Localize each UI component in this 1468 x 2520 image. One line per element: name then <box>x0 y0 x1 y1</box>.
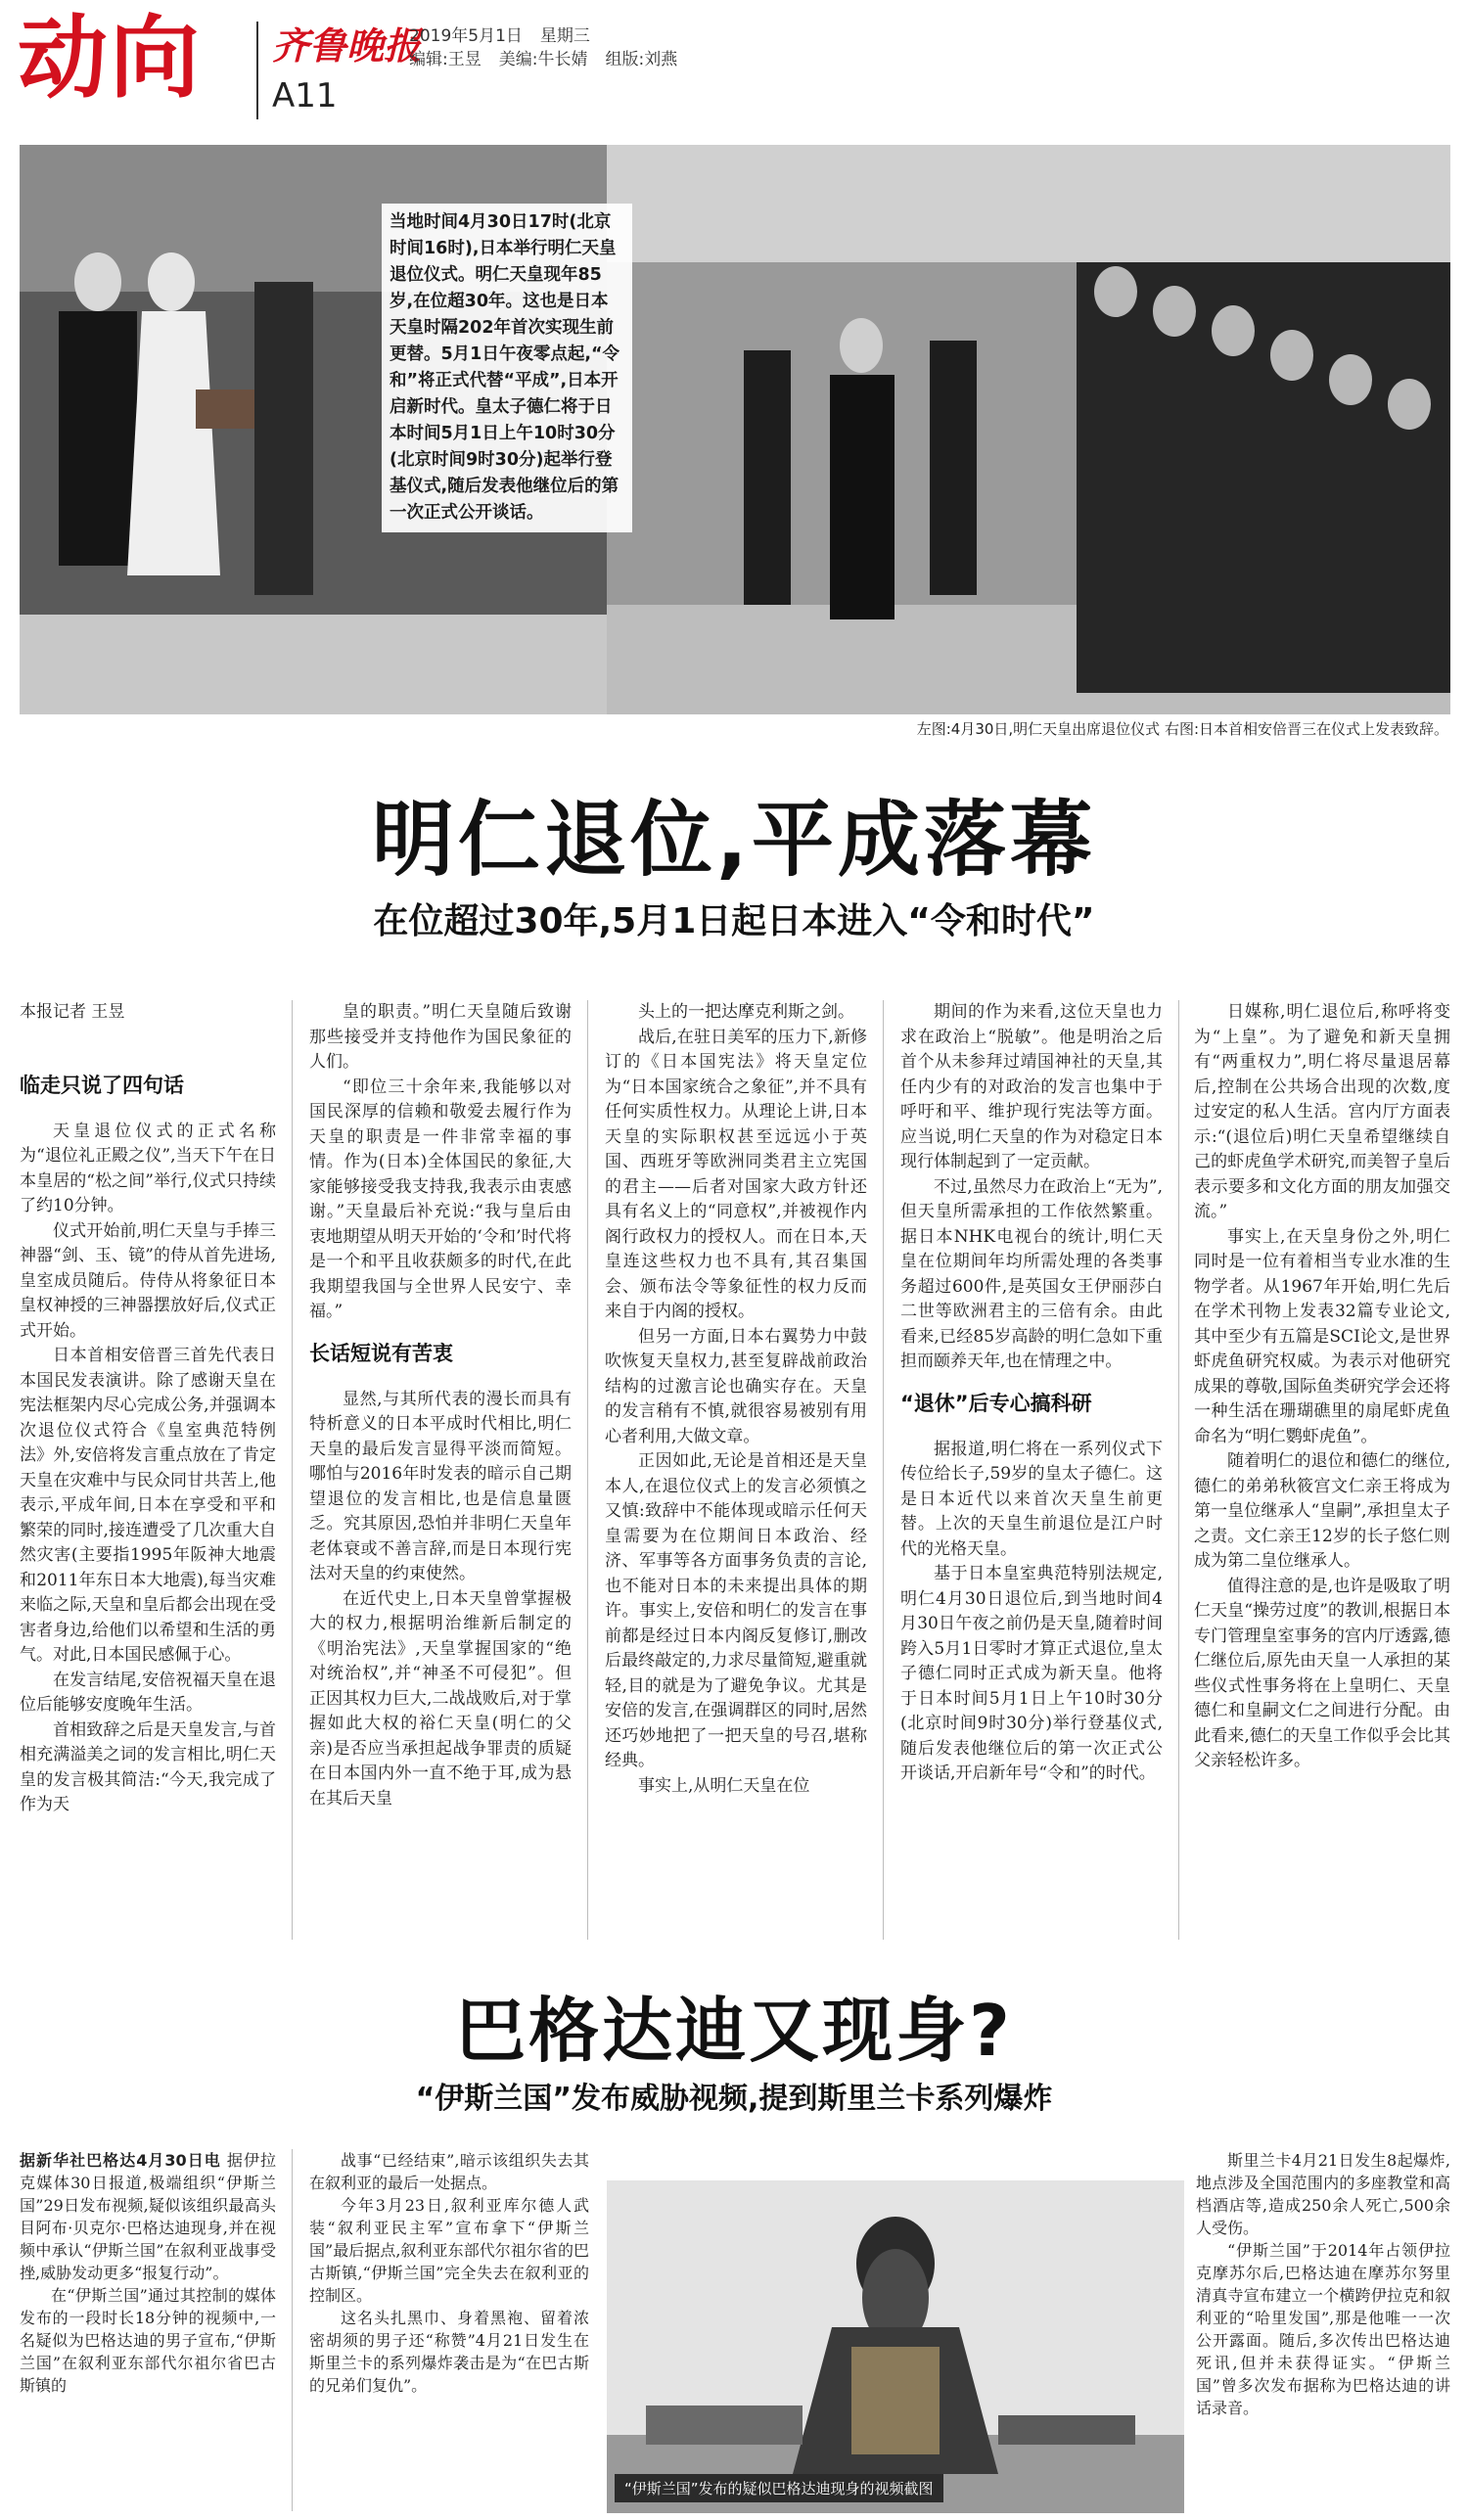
dateline: 据新华社巴格达4月30日电 <box>20 2151 221 2170</box>
second-headline: 巴格达迪又现身? <box>455 1990 1013 2072</box>
paragraph: 显然,与其所代表的漫长而具有特析意义的日本平成时代相比,明仁天皇的最后发言显得平淡而简短。哪怕与2016年时发表的暗示自己期望退位的发言相比,也是信息量匮乏。究其原因,恐怕并非明仁天皇年老体衰或不善言辞,而是日本现行宪法对天皇的约束使然。 <box>309 1389 572 1583</box>
paragraph: 战事“已经结束”,暗示该组织失去其在叙利亚的最后一处据点。 <box>309 2151 589 2192</box>
second-subheadline: “伊斯兰国”发布威胁视频,提到斯里兰卡系列爆炸 <box>415 2082 1053 2116</box>
editors-line <box>409 45 695 69</box>
paragraph: 首相致辞之后是天皇发言,与首相充满溢美之词的发言相比,明仁天皇的发言极其简洁:“今天,我完成了作为天 <box>20 1719 276 1814</box>
article1-column-5 <box>1194 1000 1450 1774</box>
photo-caption-box: 当地时间4月30日17时(北京时间16时),日本举行明仁天皇退位仪式。明仁天皇现年85岁,在位超30年。这也是日本天皇时隔202年首次实现生前更替。5月1日午夜零点起,“令和”将正式代替“平成”,日本开启新时代。皇太子德仁将于日本时间5月1日上午10时30分(北京时间9时30分)起举行登基仪式,随后发表他继位后的第一次正式公开谈话。 <box>382 204 632 532</box>
video-still-illustration <box>607 2180 1184 2513</box>
article1-column-2 <box>309 1000 572 1811</box>
article2-column-3 <box>1196 2149 1450 2419</box>
paragraph: 正因如此,无论是首相还是天皇本人,在退位仪式上的发言必须慎之又慎:致辞中不能体现或暗示任何天皇需要为在位期间日本政治、经济、军事等各方面事务负责的言论,也不能对日本的未来提出具体的期许。事实上,安倍和明仁的发言在事前都是经过日本内阁反复修订,删改后最终敲定的,力求尽量简短,避重就轻,目的就是为了避免争议。尤其是安倍的发言,在强调群区的同时,居然还巧妙地把了一把天皇的号召,堪称经典。 <box>605 1451 867 1770</box>
column-rule <box>587 1000 588 1940</box>
issue-weekday: 星期三 <box>539 26 590 46</box>
paragraph: 在“伊斯兰国”通过其控制的媒体发布的一段时长18分钟的视频中,一名疑似为巴格达迪的男子宣布,“伊斯兰国”在叙利亚东部代尔祖尔省巴古斯镇的 <box>20 2286 276 2395</box>
paragraph: “即位三十余年来,我能够以对国民深厚的信赖和敬爱去履行作为天皇的职责是一件非常幸福的事情。作为(日本)全体国民的象征,大家能够接受我支持我,我表示由衷感谢。”天皇最后补充说:“我与皇后由衷地期望从明天开始的‘令和’时代将是一个和平且收获颇多的时代,在此我期望我国与全世界人民安宁、幸福。” <box>309 1077 572 1321</box>
newspaper-brand: 齐鲁晚报 <box>272 23 422 68</box>
paragraph: 这名头扎黑巾、身着黑袍、留着浓密胡须的男子还“称赞”4月21日发生在斯里兰卡的系列爆炸袭击是为“在巴古斯的兄弟们复仇”。 <box>309 2309 589 2395</box>
lead-text: 据伊拉克媒体30日报道,极端组织“伊斯兰国”29日发布视频,疑似该组织最高头目阿布·贝克尔·巴格达迪现身,并在视频中承认“伊斯兰国”在叙利亚战事受挫,威胁发动更多“报复行动”。 <box>20 2151 276 2282</box>
video-still-caption: “伊斯兰国”发布的疑似巴格达迪现身的视频截图 <box>615 2474 943 2502</box>
column-rule <box>1178 1000 1179 1940</box>
subhead-four-sentences: 临走只说了四句话 <box>20 1073 184 1097</box>
issue-date-line <box>409 22 608 46</box>
paragraph: 在近代史上,日本天皇曾掌握极大的权力,根据明治维新后制定的《明治宪法》,天皇掌握国家的“绝对统治权”,并“神圣不可侵犯”。但正因其权力巨大,二战战败后,对于掌握如此大权的裕仁天皇(明仁的父亲)是否应当承担起战争罪责的质疑在日本国内外一直不绝于耳,成为悬在其后天皇 <box>309 1588 572 1809</box>
art-editor: 美编:牛长婧 <box>498 50 588 69</box>
paragraph: 皇的职责。”明仁天皇随后致谢那些接受并支持他作为国民象征的人们。 <box>309 1002 572 1072</box>
column-rule <box>883 1000 884 1940</box>
paragraph: 值得注意的是,也许是吸取了明仁天皇“操劳过度”的教训,根据日本专门管理皇室事务的宫内厅透露,德仁继位后,原先由天皇一人承担的某些仪式性事务将在上皇明仁、天皇德仁和皇嗣文仁之间进行分配。由此看来,德仁的天皇工作似乎会比其父亲轻松许多。 <box>1194 1576 1450 1770</box>
byline: 本报记者 王昱 <box>20 1002 125 1022</box>
photo-caption: 左图:4月30日,明仁天皇出席退位仪式 右图:日本首相安倍晋三在仪式上发表致辞。 <box>916 720 1448 738</box>
main-subheadline: 在位超过30年,5月1日起日本进入“令和时代” <box>373 901 1095 941</box>
paragraph: 日本首相安倍晋三首先代表日本国民发表演讲。除了感谢天皇在宪法框架内尽心完成公务,并强调本次退位仪式符合《皇室典范特例法》外,安倍将发言重点放在了肯定天皇在灾难中与民众同甘共苦上,他表示,平成年间,日本在享受和平和繁荣的同时,接连遭受了几次重大自然灾害(主要指1995年阪神大地震和2011年东日本大地震),每当灾难来临之际,天皇和皇后都会出现在受害者身边,给他们以希望和生活的勇气。对此,日本国民感佩于心。 <box>20 1346 276 1665</box>
paragraph: 基于日本皇室典范特别法规定,明仁4月30日退位后,到当地时间4月30日午夜之前仍是天皇,随着时间跨入5月1日零时才算正式退位,皇太子德仁同时正式成为新天皇。他将于日本时间5月1日上午10时30分(北京时间9时30分)举行登基仪式,随后发表他继位后的第一次正式公开谈话,开启新年号“令和”的时代。 <box>900 1564 1163 1783</box>
article1-column-1 <box>20 1000 276 1818</box>
article2-column-1 <box>20 2149 276 2397</box>
paragraph: “伊斯兰国”于2014年占领伊拉克摩苏尔后,巴格达迪在摩苏尔努里清真寺宣布建立一个横跨伊拉克和叙利亚的“哈里发国”,那是他唯一一次公开露面。随后,多次传出巴格达迪死讯,但并未获得证实。“伊斯兰国”曾多次发布据称为巴格达迪的讲话录音。 <box>1196 2241 1450 2417</box>
paragraph: 事实上,在天皇身份之外,明仁同时是一位有着相当专业水准的生物学者。从1967年开始,明仁先后在学术刊物上发表32篇专业论文,其中至少有五篇是SCI论文,是世界虾虎鱼研究权威。为表示对他研究成果的尊敬,国际鱼类研究学会还将一种生活在珊瑚礁里的扇尾虾虎鱼命名为“明仁鹦虾虎鱼”。 <box>1194 1226 1450 1446</box>
paragraph: 战后,在驻日美军的压力下,新修订的《日本国宪法》将天皇定位为“日本国家统合之象征”,并不具有任何实质性权力。从理论上讲,日本天皇的实际职权甚至远远小于英国、西班牙等欧洲同类君主立宪国的君主——后者对国家大政方针还具有名义上的“同意权”,并被视作内阁行政权力的授权人。而在日本,天皇连这些权力也不具有,其召集国会、颁布法令等象征性的权力反而来自于内阁的授权。 <box>605 1027 867 1321</box>
layout-editor: 组版:刘燕 <box>605 50 678 69</box>
article2-column-2 <box>309 2149 589 2397</box>
paragraph: 头上的一把达摩克利斯之剑。 <box>638 1002 854 1022</box>
subhead-research: “退休”后专心搞科研 <box>900 1391 1092 1415</box>
abe-speech-illustration <box>607 145 1450 714</box>
photo-abe-speech <box>607 145 1450 714</box>
paragraph: 事实上,从明仁天皇在位 <box>638 1775 810 1796</box>
article1-column-4 <box>900 1000 1163 1787</box>
subhead-brief-speech: 长话短说有苦衷 <box>309 1341 453 1365</box>
paragraph: 天皇退位仪式的正式名称为“退位礼正殿之仪”,当天下午在日本皇居的“松之间”举行,仪式只持续了约10分钟。 <box>20 1121 276 1215</box>
paragraph: 斯里兰卡4月21日发生8起爆炸,地点涉及全国范围内的多座教堂和高档酒店等,造成250余人死亡,500余人受伤。 <box>1196 2151 1450 2237</box>
issue-date: 2019年5月1日 <box>409 26 523 46</box>
lead-paragraph <box>20 2149 276 2284</box>
paragraph: 在发言结尾,安倍祝福天皇在退位后能够安度晚年生活。 <box>20 1670 276 1715</box>
masthead-divider <box>256 22 258 119</box>
photo-baghdadi-video <box>607 2180 1184 2513</box>
paragraph: 今年3月23日,叙利亚库尔德人武装“叙利亚民主军”宣布拿下“伊斯兰国”最后据点,叙利亚东部代尔祖尔省的巴古斯镇,“伊斯兰国”完全失去在叙利亚的控制区。 <box>309 2196 589 2305</box>
paragraph: 不过,虽然尽力在政治上“无为”,但天皇所需承担的工作依然繁重。据日本NHK电视台的统计,明仁天皇在位期间年均所需处理的各类事务超过600件,是英国女王伊丽莎白二世等欧洲君主的三倍有余。由此看来,已经85岁高龄的明仁急如下重担而颐养天年,也在情理之中。 <box>900 1176 1163 1371</box>
section-title: 动向 <box>18 6 203 111</box>
paragraph: 据报道,明仁将在一系列仪式下传位给长子,59岁的皇太子德仁。这是日本近代以来首次天皇生前更替。上次的天皇生前退位是江户时代的光格天皇。 <box>900 1439 1163 1559</box>
column-rule <box>292 2149 293 2511</box>
column-rule <box>292 1000 293 1940</box>
editor: 编辑:王昱 <box>409 50 482 69</box>
paragraph: 但另一方面,日本右翼势力中鼓吹恢复天皇权力,甚至复辟战前政治结构的过激言论也确实存在。天皇的发言稍有不慎,就很容易被别有用心者利用,大做文章。 <box>605 1326 867 1446</box>
page-number: A11 <box>272 76 338 115</box>
paragraph: 期间的作为来看,这位天皇也力求在政治上“脱敏”。他是明治之后首个从未参拜过靖国神社的天皇,其任内少有的对政治的发言也集中于呼吁和平、维护现行宪法等方面。应当说,明仁天皇的作为对稳定日本现行体制起到了一定贡献。 <box>900 1002 1163 1171</box>
paragraph: 仪式开始前,明仁天皇与手捧三神器“剑、玉、镜”的侍从首先进场,皇室成员随后。侍侍从将象征日本皇权神授的三神器摆放好后,仪式正式开始。 <box>20 1220 276 1341</box>
paragraph: 日媒称,明仁退位后,称呼将变为“上皇”。为了避免和新天皇拥有“两重权力”,明仁将尽量退居幕后,控制在公共场合出现的次数,度过安定的私人生活。宫内厅方面表示:“(退位后)明仁天皇希望继续自己的虾虎鱼学术研究,而美智子皇后表示要多和文化方面的朋友加强交流。” <box>1194 1002 1450 1221</box>
article1-column-3 <box>605 1000 867 1799</box>
main-headline: 明仁退位,平成落幕 <box>372 792 1096 888</box>
paragraph: 随着明仁的退位和德仁的继位,德仁的弟弟秋筱宫文仁亲王将成为第一皇位继承人“皇嗣”,承担皇太子之责。文仁亲王12岁的长子悠仁则成为第二皇位继承人。 <box>1194 1451 1450 1571</box>
